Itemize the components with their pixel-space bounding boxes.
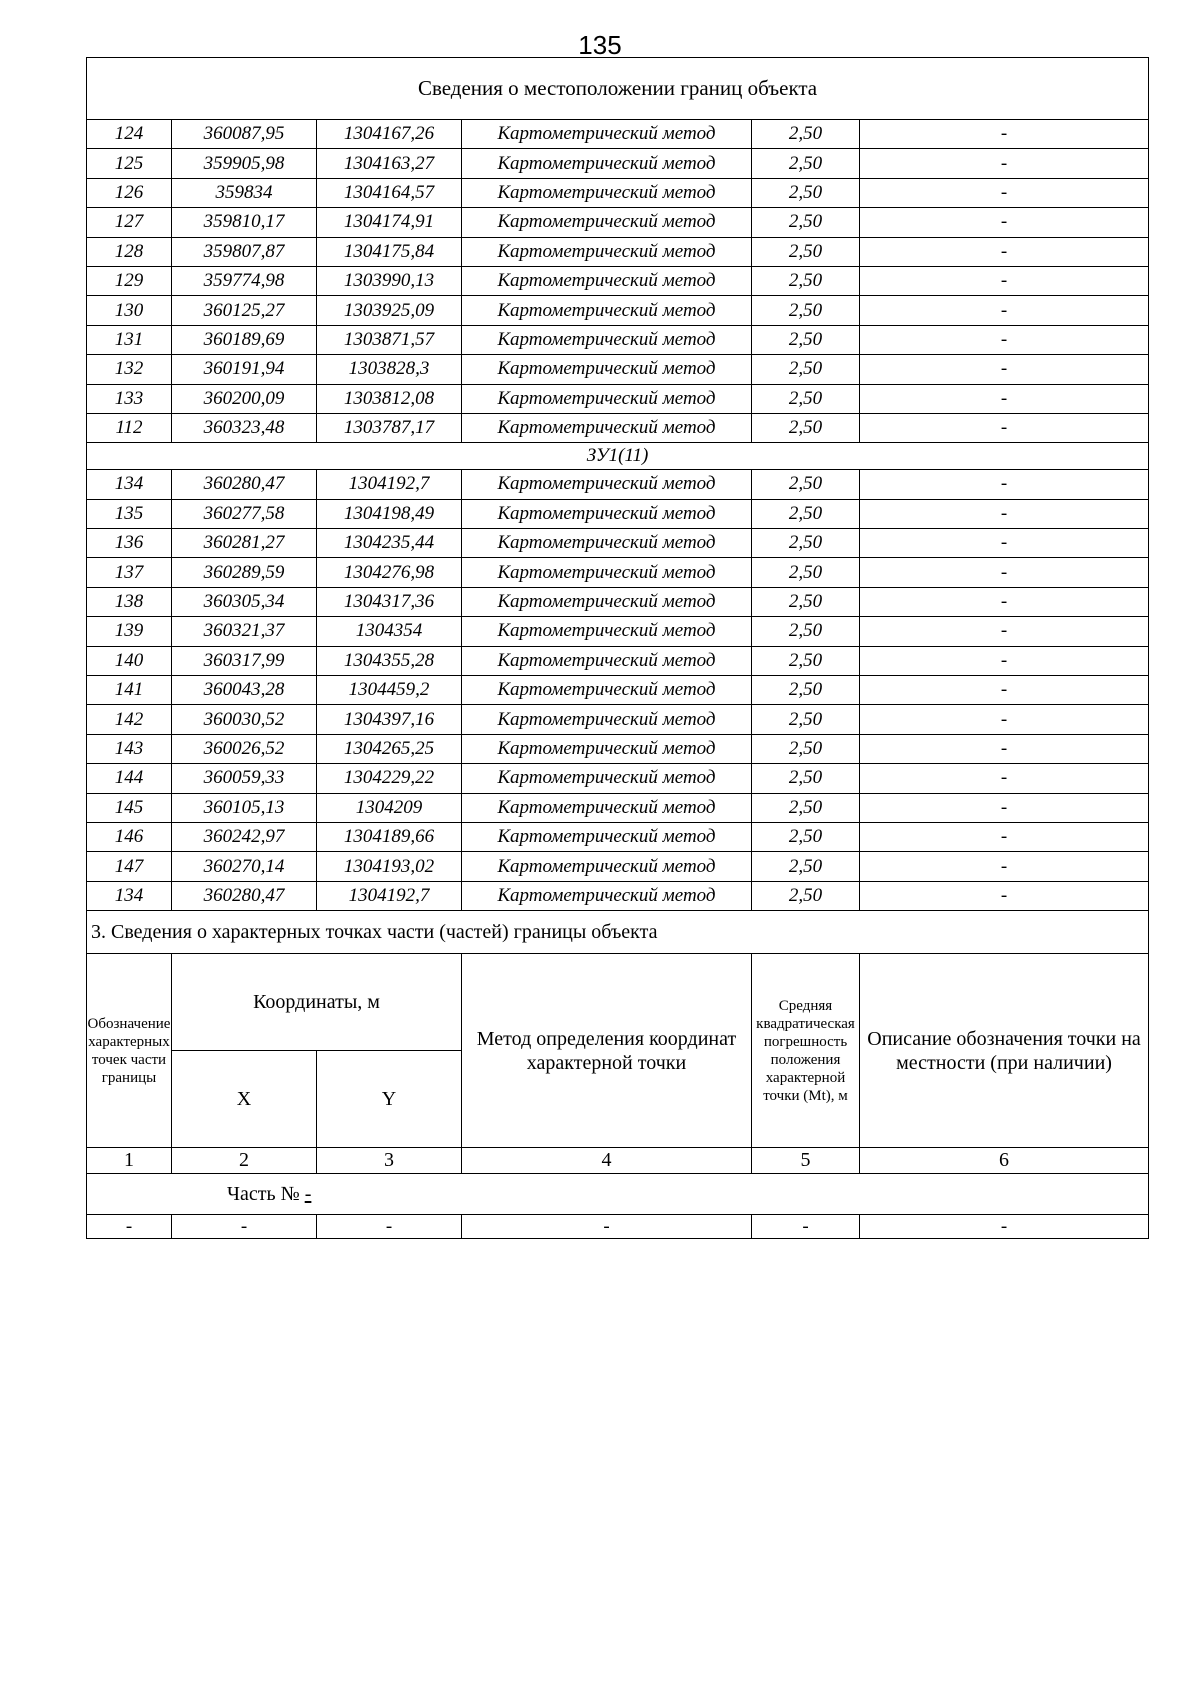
table-row bbox=[87, 587, 1149, 616]
method-cell: Картометрический метод bbox=[462, 881, 752, 910]
description-cell: - bbox=[860, 266, 1149, 295]
point-id-cell: 142 bbox=[87, 705, 172, 734]
header-accuracy: Средняя квадратическая погрешность положения характерной точки (Mt), м bbox=[752, 954, 860, 1148]
point-id-cell: 132 bbox=[87, 355, 172, 384]
coord-y-cell: 1304192,7 bbox=[317, 470, 462, 499]
coord-y-cell: 1304193,02 bbox=[317, 852, 462, 881]
coord-y-cell: 1304265,25 bbox=[317, 734, 462, 763]
table-row bbox=[87, 881, 1149, 910]
accuracy-cell: 2,50 bbox=[752, 646, 860, 675]
table-row bbox=[87, 676, 1149, 705]
coord-y-cell: 1303990,13 bbox=[317, 266, 462, 295]
description-cell: - bbox=[860, 705, 1149, 734]
coord-y-cell: 1304163,27 bbox=[317, 149, 462, 178]
description-cell: - bbox=[860, 676, 1149, 705]
description-cell: - bbox=[860, 296, 1149, 325]
table-row bbox=[87, 705, 1149, 734]
accuracy-cell: 2,50 bbox=[752, 325, 860, 354]
coord-x-cell: 359807,87 bbox=[172, 237, 317, 266]
accuracy-cell: 2,50 bbox=[752, 764, 860, 793]
method-cell: Картометрический метод bbox=[462, 470, 752, 499]
accuracy-cell: 2,50 bbox=[752, 705, 860, 734]
coord-x-cell: 360317,99 bbox=[172, 646, 317, 675]
accuracy-cell: 2,50 bbox=[752, 499, 860, 528]
part-label: Часть № bbox=[227, 1182, 300, 1205]
header-method: Метод определения координат характерной точки bbox=[462, 954, 752, 1148]
coord-x-cell: 360280,47 bbox=[172, 881, 317, 910]
header-y: Y bbox=[317, 1051, 462, 1148]
description-cell: - bbox=[860, 237, 1149, 266]
point-id-cell: 147 bbox=[87, 852, 172, 881]
point-id-cell: 125 bbox=[87, 149, 172, 178]
point-id-cell: 133 bbox=[87, 384, 172, 413]
header-point-designation: Обозначение характерных точек части границы bbox=[87, 954, 172, 1148]
coord-x-cell: 360189,69 bbox=[172, 325, 317, 354]
accuracy-cell: 2,50 bbox=[752, 793, 860, 822]
method-cell: Картометрический метод bbox=[462, 325, 752, 354]
group-row bbox=[87, 443, 1149, 470]
coord-y-cell: 1304189,66 bbox=[317, 822, 462, 851]
table-row bbox=[87, 764, 1149, 793]
point-id-cell: 134 bbox=[87, 881, 172, 910]
method-cell: Картометрический метод bbox=[462, 676, 752, 705]
method-cell: Картометрический метод bbox=[462, 499, 752, 528]
method-cell: Картометрический метод bbox=[462, 793, 752, 822]
coord-y-cell: 1304167,26 bbox=[317, 120, 462, 149]
point-id-cell: 144 bbox=[87, 764, 172, 793]
description-cell: - bbox=[860, 646, 1149, 675]
accuracy-cell: 2,50 bbox=[752, 470, 860, 499]
table-row bbox=[87, 470, 1149, 499]
table-row bbox=[87, 646, 1149, 675]
point-id-cell: 139 bbox=[87, 617, 172, 646]
description-cell: - bbox=[860, 470, 1149, 499]
table-row bbox=[87, 120, 1149, 149]
description-cell: - bbox=[860, 529, 1149, 558]
table-row bbox=[87, 617, 1149, 646]
description-cell: - bbox=[860, 178, 1149, 207]
point-id-cell: 129 bbox=[87, 266, 172, 295]
accuracy-cell: 2,50 bbox=[752, 587, 860, 616]
coord-x-cell: 360125,27 bbox=[172, 296, 317, 325]
coord-y-cell: 1304175,84 bbox=[317, 237, 462, 266]
method-cell: Картометрический метод bbox=[462, 617, 752, 646]
method-cell: Картометрический метод bbox=[462, 558, 752, 587]
table-row bbox=[87, 325, 1149, 354]
method-cell: Картометрический метод bbox=[462, 178, 752, 207]
accuracy-cell: 2,50 bbox=[752, 178, 860, 207]
coord-y-cell: 1304397,16 bbox=[317, 705, 462, 734]
coord-y-cell: 1303871,57 bbox=[317, 325, 462, 354]
section3-title: 3. Сведения о характерных точках части (частей) границы объекта bbox=[87, 911, 1149, 954]
column-number: 5 bbox=[752, 1148, 860, 1174]
empty-cell: - bbox=[172, 1215, 317, 1239]
point-id-cell: 124 bbox=[87, 120, 172, 149]
accuracy-cell: 2,50 bbox=[752, 120, 860, 149]
description-cell: - bbox=[860, 617, 1149, 646]
table-row bbox=[87, 413, 1149, 442]
table-row bbox=[87, 529, 1149, 558]
coord-y-cell: 1304355,28 bbox=[317, 646, 462, 675]
method-cell: Картометрический метод bbox=[462, 266, 752, 295]
coord-y-cell: 1304235,44 bbox=[317, 529, 462, 558]
point-id-cell: 140 bbox=[87, 646, 172, 675]
part-value: - bbox=[304, 1182, 312, 1205]
coord-x-cell: 360105,13 bbox=[172, 793, 317, 822]
point-id-cell: 130 bbox=[87, 296, 172, 325]
method-cell: Картометрический метод bbox=[462, 384, 752, 413]
accuracy-cell: 2,50 bbox=[752, 208, 860, 237]
accuracy-cell: 2,50 bbox=[752, 296, 860, 325]
coord-y-cell: 1303925,09 bbox=[317, 296, 462, 325]
accuracy-cell: 2,50 bbox=[752, 852, 860, 881]
coord-x-cell: 360270,14 bbox=[172, 852, 317, 881]
table-row bbox=[87, 266, 1149, 295]
coord-x-cell: 359810,17 bbox=[172, 208, 317, 237]
coord-x-cell: 360242,97 bbox=[172, 822, 317, 851]
description-cell: - bbox=[860, 764, 1149, 793]
coord-x-cell: 360277,58 bbox=[172, 499, 317, 528]
coord-x-cell: 360281,27 bbox=[172, 529, 317, 558]
point-id-cell: 134 bbox=[87, 470, 172, 499]
coord-x-cell: 360305,34 bbox=[172, 587, 317, 616]
page-number: 135 bbox=[578, 30, 622, 60]
coord-x-cell: 360280,47 bbox=[172, 470, 317, 499]
accuracy-cell: 2,50 bbox=[752, 617, 860, 646]
point-id-cell: 135 bbox=[87, 499, 172, 528]
column-number: 4 bbox=[462, 1148, 752, 1174]
method-cell: Картометрический метод bbox=[462, 587, 752, 616]
accuracy-cell: 2,50 bbox=[752, 734, 860, 763]
coord-x-cell: 360087,95 bbox=[172, 120, 317, 149]
coord-y-cell: 1304174,91 bbox=[317, 208, 462, 237]
description-cell: - bbox=[860, 355, 1149, 384]
coord-y-cell: 1303828,3 bbox=[317, 355, 462, 384]
description-cell: - bbox=[860, 384, 1149, 413]
table-row bbox=[87, 355, 1149, 384]
column-number: 1 bbox=[87, 1148, 172, 1174]
method-cell: Картометрический метод bbox=[462, 413, 752, 442]
point-id-cell: 138 bbox=[87, 587, 172, 616]
description-cell: - bbox=[860, 587, 1149, 616]
coord-x-cell: 359905,98 bbox=[172, 149, 317, 178]
accuracy-cell: 2,50 bbox=[752, 355, 860, 384]
description-cell: - bbox=[860, 499, 1149, 528]
point-id-cell: 145 bbox=[87, 793, 172, 822]
table-row bbox=[87, 149, 1149, 178]
coord-x-cell: 359774,98 bbox=[172, 266, 317, 295]
point-id-cell: 131 bbox=[87, 325, 172, 354]
point-id-cell: 137 bbox=[87, 558, 172, 587]
coord-y-cell: 1304354 bbox=[317, 617, 462, 646]
empty-cell: - bbox=[87, 1215, 172, 1239]
coord-x-cell: 360059,33 bbox=[172, 764, 317, 793]
method-cell: Картометрический метод bbox=[462, 120, 752, 149]
accuracy-cell: 2,50 bbox=[752, 413, 860, 442]
point-id-cell: 136 bbox=[87, 529, 172, 558]
point-id-cell: 128 bbox=[87, 237, 172, 266]
accuracy-cell: 2,50 bbox=[752, 558, 860, 587]
method-cell: Картометрический метод bbox=[462, 705, 752, 734]
coord-y-cell: 1304164,57 bbox=[317, 178, 462, 207]
point-id-cell: 146 bbox=[87, 822, 172, 851]
point-id-cell: 127 bbox=[87, 208, 172, 237]
group-label: ЗУ1(11) bbox=[87, 443, 1149, 470]
method-cell: Картометрический метод bbox=[462, 355, 752, 384]
coord-y-cell: 1304198,49 bbox=[317, 499, 462, 528]
accuracy-cell: 2,50 bbox=[752, 266, 860, 295]
empty-cell: - bbox=[317, 1215, 462, 1239]
table-row bbox=[87, 178, 1149, 207]
column-number: 2 bbox=[172, 1148, 317, 1174]
coord-x-cell: 360026,52 bbox=[172, 734, 317, 763]
table-row bbox=[87, 734, 1149, 763]
method-cell: Картометрический метод bbox=[462, 646, 752, 675]
accuracy-cell: 2,50 bbox=[752, 237, 860, 266]
section-title: Сведения о местоположении границ объекта bbox=[87, 58, 1149, 120]
empty-cell: - bbox=[752, 1215, 860, 1239]
boundary-table bbox=[86, 57, 1149, 1239]
method-cell: Картометрический метод bbox=[462, 764, 752, 793]
accuracy-cell: 2,50 bbox=[752, 384, 860, 413]
accuracy-cell: 2,50 bbox=[752, 676, 860, 705]
coord-y-cell: 1303812,08 bbox=[317, 384, 462, 413]
table-row bbox=[87, 822, 1149, 851]
method-cell: Картометрический метод bbox=[462, 208, 752, 237]
description-cell: - bbox=[860, 822, 1149, 851]
table-row bbox=[87, 208, 1149, 237]
table-row bbox=[87, 384, 1149, 413]
description-cell: - bbox=[860, 208, 1149, 237]
accuracy-cell: 2,50 bbox=[752, 149, 860, 178]
coord-x-cell: 360289,59 bbox=[172, 558, 317, 587]
method-cell: Картометрический метод bbox=[462, 149, 752, 178]
point-id-cell: 141 bbox=[87, 676, 172, 705]
coord-y-cell: 1304192,7 bbox=[317, 881, 462, 910]
point-id-cell: 126 bbox=[87, 178, 172, 207]
table-row bbox=[87, 852, 1149, 881]
description-cell: - bbox=[860, 149, 1149, 178]
description-cell: - bbox=[860, 734, 1149, 763]
description-cell: - bbox=[860, 793, 1149, 822]
description-cell: - bbox=[860, 881, 1149, 910]
coord-y-cell: 1304276,98 bbox=[317, 558, 462, 587]
coord-y-cell: 1304209 bbox=[317, 793, 462, 822]
coord-x-cell: 360323,48 bbox=[172, 413, 317, 442]
coord-y-cell: 1304317,36 bbox=[317, 587, 462, 616]
coord-x-cell: 360030,52 bbox=[172, 705, 317, 734]
point-id-cell: 112 bbox=[87, 413, 172, 442]
coord-y-cell: 1304229,22 bbox=[317, 764, 462, 793]
coord-y-cell: 1303787,17 bbox=[317, 413, 462, 442]
table-row bbox=[87, 499, 1149, 528]
description-cell: - bbox=[860, 325, 1149, 354]
table-row bbox=[87, 793, 1149, 822]
header-coordinates: Координаты, м bbox=[172, 954, 462, 1051]
description-cell: - bbox=[860, 558, 1149, 587]
description-cell: - bbox=[860, 413, 1149, 442]
table-row bbox=[87, 296, 1149, 325]
method-cell: Картометрический метод bbox=[462, 852, 752, 881]
empty-cell: - bbox=[462, 1215, 752, 1239]
table-row bbox=[87, 237, 1149, 266]
description-cell: - bbox=[860, 852, 1149, 881]
method-cell: Картометрический метод bbox=[462, 237, 752, 266]
column-number: 3 bbox=[317, 1148, 462, 1174]
accuracy-cell: 2,50 bbox=[752, 881, 860, 910]
header-description: Описание обозначения точки на местности (при наличии) bbox=[860, 954, 1149, 1148]
table-row bbox=[87, 558, 1149, 587]
method-cell: Картометрический метод bbox=[462, 529, 752, 558]
point-id-cell: 143 bbox=[87, 734, 172, 763]
coord-x-cell: 360043,28 bbox=[172, 676, 317, 705]
coord-x-cell: 360200,09 bbox=[172, 384, 317, 413]
coord-x-cell: 360321,37 bbox=[172, 617, 317, 646]
empty-cell: - bbox=[860, 1215, 1149, 1239]
coord-x-cell: 360191,94 bbox=[172, 355, 317, 384]
accuracy-cell: 2,50 bbox=[752, 822, 860, 851]
method-cell: Картометрический метод bbox=[462, 734, 752, 763]
coord-x-cell: 359834 bbox=[172, 178, 317, 207]
column-number: 6 bbox=[860, 1148, 1149, 1174]
coord-y-cell: 1304459,2 bbox=[317, 676, 462, 705]
header-x: X bbox=[172, 1051, 317, 1148]
method-cell: Картометрический метод bbox=[462, 296, 752, 325]
part-row bbox=[87, 1174, 1149, 1215]
accuracy-cell: 2,50 bbox=[752, 529, 860, 558]
description-cell: - bbox=[860, 120, 1149, 149]
method-cell: Картометрический метод bbox=[462, 822, 752, 851]
